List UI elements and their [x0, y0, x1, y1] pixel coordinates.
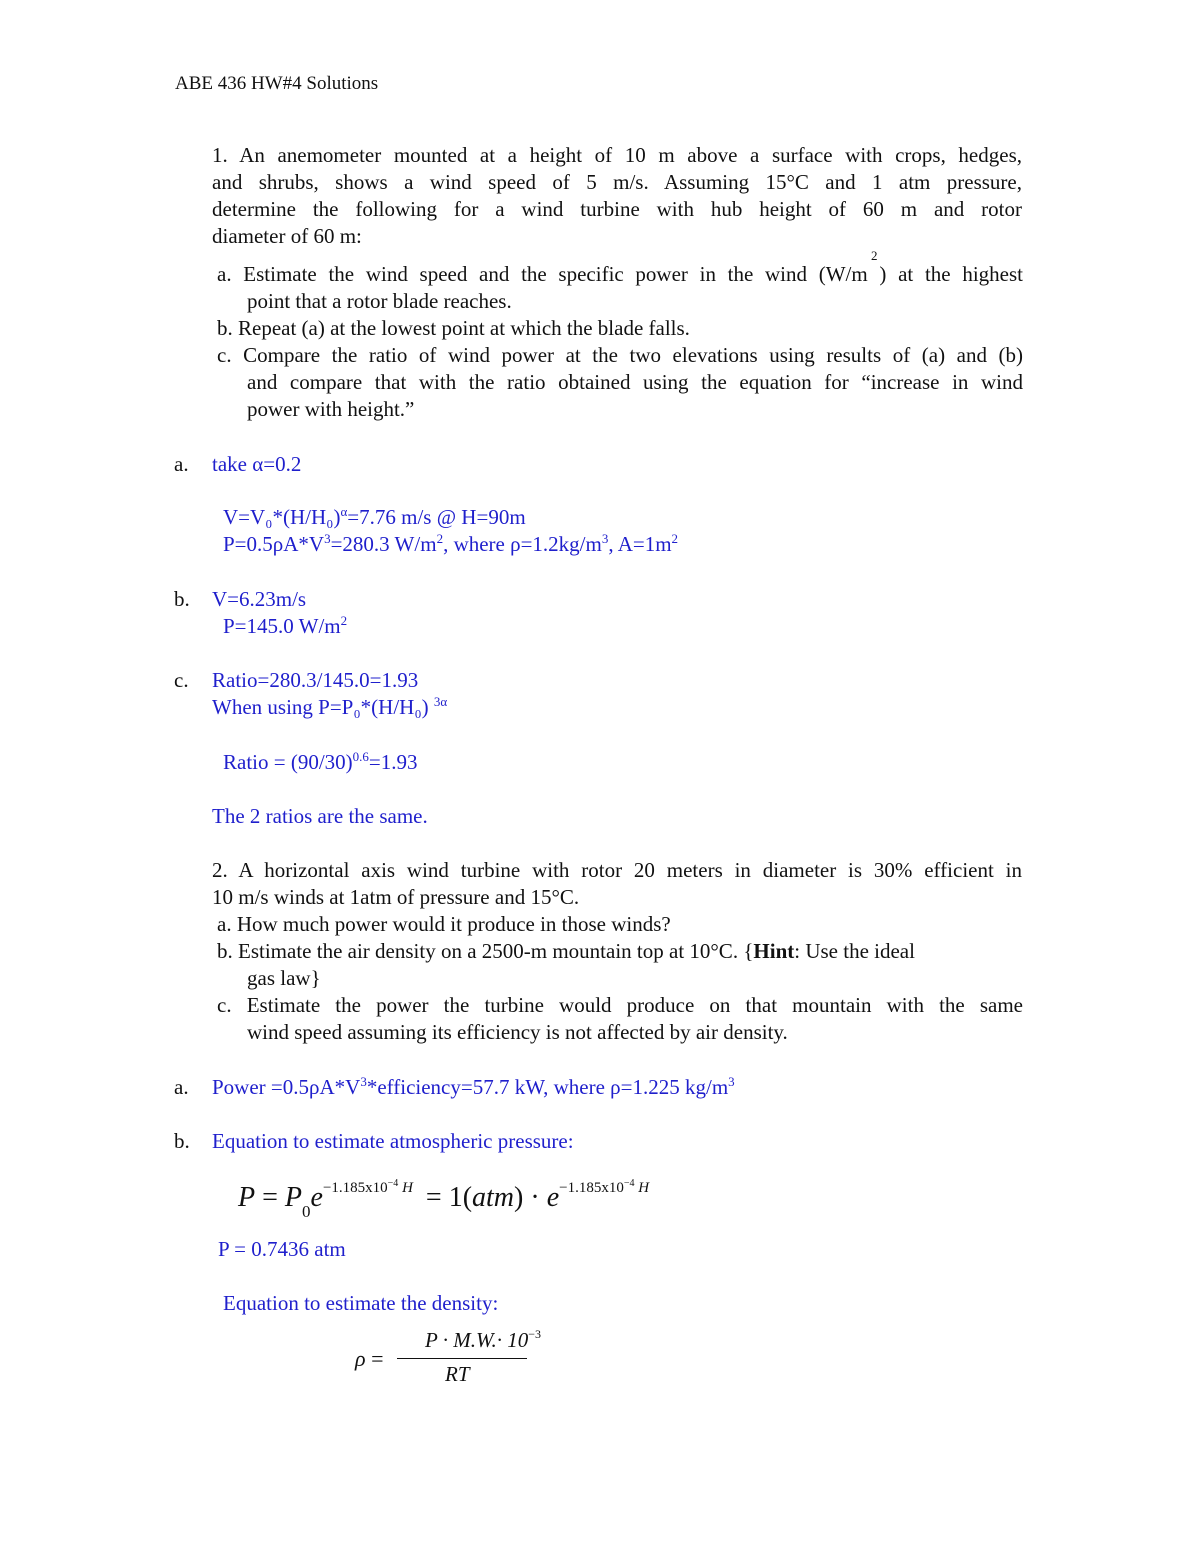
formula-e: e	[310, 1182, 323, 1213]
q1a-line-2: point that a rotor blade reaches.	[247, 289, 512, 313]
ratios-same-line: The 2 ratios are the same.	[212, 804, 428, 828]
numerator-exp: −3	[528, 1327, 542, 1341]
answer-1b-power	[223, 613, 347, 640]
power-text-1: Power =0.5ρA*V	[212, 1075, 361, 1099]
p-eq-part-2: =280.3 W/m	[330, 532, 437, 556]
ratio-line: Ratio=280.3/145.0=1.93	[212, 668, 419, 692]
formula-e-2: e	[546, 1182, 560, 1213]
b1-power-exp: 2	[340, 613, 348, 628]
v-eq-rest: =7.76 m/s @ H=90m	[347, 505, 526, 529]
b1-power-text: P=145.0 W/m	[223, 614, 341, 638]
fraction-bar	[397, 1358, 527, 1359]
v-eq-text: V=V₀*(H/H₀)	[223, 505, 341, 529]
formula-exp-2-pow: −4	[623, 1178, 635, 1189]
q1c-line-3: power with height.”	[247, 397, 415, 421]
ratio2-exp: 0.6	[352, 749, 369, 764]
formula-atm: atm	[472, 1182, 515, 1213]
pressure-result: P = 0.7436 atm	[218, 1237, 346, 1261]
when-using-text: When using P=P₀*(H/H₀)	[212, 695, 429, 719]
answer-1b-label: b.	[174, 587, 190, 611]
when-using-line	[212, 694, 447, 721]
density-equals: =	[371, 1346, 384, 1371]
power-exp-2: 3	[728, 1074, 735, 1089]
p-eq-exp-4: 2	[671, 531, 679, 546]
q1b-line-1: b. Repeat (a) at the lowest point at which the blade falls.	[217, 316, 690, 340]
q1a-superscript: 2	[871, 248, 878, 263]
formula-exp-2-base: −1.185x10	[559, 1180, 624, 1196]
formula-exp-1-H: H	[402, 1180, 413, 1196]
density-denominator: RT	[445, 1362, 470, 1386]
formula-P0: P	[284, 1182, 303, 1213]
formula-close-paren: )	[514, 1182, 524, 1213]
p-eq-part-4: , A=1m	[608, 532, 672, 556]
when-using-exp: 3α	[433, 694, 448, 709]
ratio-height-line	[223, 749, 418, 776]
q1c-line-1: c. Compare the ratio of wind power at the two elevations using results of (a) and (b)	[217, 343, 1023, 367]
formula-exponent-1	[323, 1180, 413, 1196]
ratio2-rest: =1.93	[368, 750, 418, 774]
formula-exp-1-base: −1.185x10	[322, 1180, 388, 1196]
q1-line-1: 1. An anemometer mounted at a height of 10 m above a surface with crops, hedges,	[212, 143, 1022, 167]
answer-1b-speed: V=6.23m/s	[212, 587, 307, 611]
q1a-line-1: a. Estimate the wind speed and the specific power in the wind (W/m ) at the highest	[217, 262, 1023, 286]
pressure-eq-title: Equation to estimate atmospheric pressure:	[212, 1129, 574, 1153]
q2a-line-1: a. How much power would it produce in those winds?	[217, 912, 671, 936]
formula-P0-sub: 0	[302, 1201, 311, 1221]
answer-1c-label: c.	[174, 668, 189, 692]
formula-P: P	[238, 1182, 256, 1213]
p-eq-part-3: , where ρ=1.2kg/m	[443, 532, 602, 556]
numerator-text: P · M.W.· 10	[425, 1328, 529, 1352]
ratio2-text: Ratio = (90/30)	[223, 750, 353, 774]
q2-line-1: 2. A horizontal axis wind turbine with rotor 20 meters in diameter is 30% efficient in	[212, 858, 1022, 882]
density-numerator	[425, 1328, 541, 1353]
formula-exponent-2	[559, 1180, 649, 1196]
q2-line-2: 10 m/s winds at 1atm of pressure and 15°C.	[212, 885, 580, 909]
pressure-formula	[238, 1180, 649, 1222]
q2b-line-1	[217, 938, 1023, 965]
alpha-value: take α=0.2	[212, 452, 302, 476]
p-eq-exp-2: 2	[436, 531, 444, 546]
density-eq-title: Equation to estimate the density:	[223, 1291, 499, 1315]
q2c-line-1: c. Estimate the power the turbine would produce on that mountain with the same	[217, 993, 1023, 1017]
q2b-text-b: : Use the ideal	[794, 939, 915, 963]
formula-one: 1(	[448, 1182, 473, 1213]
power-text-2: *efficiency=57.7 kW, where ρ=1.225 kg/m	[366, 1075, 729, 1099]
q2c-line-2: wind speed assuming its efficiency is not affected by air density.	[247, 1020, 788, 1044]
v-eq-exp: α	[340, 504, 348, 519]
power-equation	[223, 531, 678, 558]
power-result-line	[212, 1074, 735, 1101]
answer-2b-label: b.	[174, 1129, 190, 1153]
formula-equals-2: =	[425, 1182, 442, 1213]
page-header: ABE 436 HW#4 Solutions	[175, 73, 379, 94]
power-exp-1: 3	[360, 1074, 367, 1089]
formula-dot: ·	[530, 1182, 540, 1213]
density-rho: ρ	[355, 1346, 366, 1371]
p-eq-exp-1: 3	[324, 531, 331, 546]
p-eq-exp-3: 3	[601, 531, 609, 546]
density-formula	[355, 1346, 383, 1372]
answer-1a-label: a.	[174, 452, 189, 476]
q2b-hint: Hint	[753, 939, 795, 963]
q1-line-2: and shrubs, shows a wind speed of 5 m/s. Assuming 15°C and 1 atm pressure,	[212, 170, 1022, 194]
p-eq-part-1: P=0.5ρA*V	[223, 532, 325, 556]
q1-line-3: determine the following for a wind turbine with hub height of 60 m and rotor	[212, 197, 1022, 221]
formula-exp-2-H: H	[638, 1180, 650, 1196]
wind-speed-equation	[223, 504, 526, 531]
q1-line-4: diameter of 60 m:	[212, 224, 362, 248]
answer-2a-label: a.	[174, 1075, 189, 1099]
formula-exp-1-pow: −4	[387, 1178, 399, 1189]
q1c-line-2: and compare that with the ratio obtained using the equation for “increase in wind	[247, 370, 1023, 394]
q2b-line-2: gas law}	[247, 966, 321, 990]
q2b-text-a: b. Estimate the air density on a 2500-m mountain top at 10°C. {	[217, 939, 754, 963]
formula-equals-1: =	[262, 1182, 278, 1213]
